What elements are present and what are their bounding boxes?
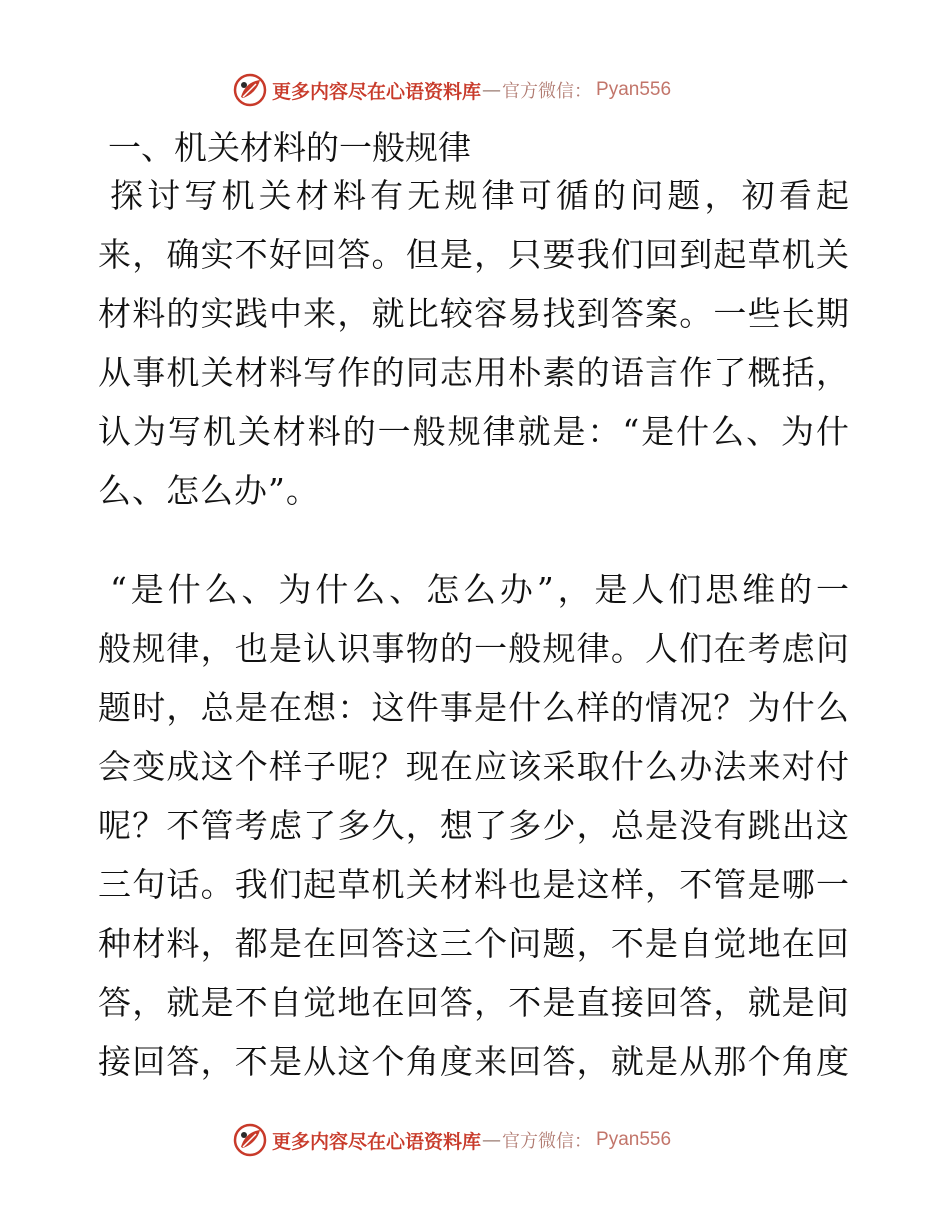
paragraph-line: 三句话。我们起草机关材料也是这样，不管是哪一 — [98, 865, 850, 904]
wechat-handle: Pyan556 — [596, 79, 672, 100]
paragraph-1 — [98, 166, 850, 520]
header-banner — [232, 70, 752, 110]
paragraph-line: 呢？不管考虑了多久，想了多少，总是没有跳出这 — [98, 806, 850, 845]
paragraph-line: 会变成这个样子呢？现在应该采取什么办法来对付 — [98, 747, 850, 786]
paragraph-2 — [98, 560, 850, 1091]
paragraph-line: 认为写机关材料的一般规律就是：“是什么、为什 — [98, 412, 850, 451]
wechat-handle: Pyan556 — [596, 1129, 672, 1150]
wechat-label: 官方微信： — [502, 81, 593, 102]
paragraph-line: 题时，总是在想：这件事是什么样的情况？为什么 — [98, 688, 850, 727]
banner-dash: — — [482, 1129, 502, 1151]
brand-text: 更多内容尽在心语资料库 — [272, 1130, 482, 1153]
paragraph-line: 接回答，不是从这个角度来回答，就是从那个角度 — [98, 1042, 850, 1081]
paragraph-line: 种材料，都是在回答这三个问题，不是自觉地在回 — [98, 924, 850, 963]
brand-text: 更多内容尽在心语资料库 — [272, 80, 482, 103]
footer-banner — [232, 1120, 752, 1160]
paragraph-line: 探讨写机关材料有无规律可循的问题，初看起 — [110, 176, 850, 215]
leaf-logo-icon — [232, 1122, 268, 1158]
paragraph-line: 么、怎么办”。 — [98, 471, 320, 510]
section-heading: 一、机关材料的一般规律 — [108, 128, 471, 167]
banner-dash: — — [482, 79, 502, 101]
wechat-label: 官方微信： — [502, 1131, 593, 1152]
paragraph-line: 来，确实不好回答。但是，只要我们回到起草机关 — [98, 235, 850, 274]
paragraph-line: 答，就是不自觉地在回答，不是直接回答，就是间 — [98, 983, 850, 1022]
paragraph-line: 材料的实践中来，就比较容易找到答案。一些长期 — [98, 294, 850, 333]
leaf-logo-icon — [232, 72, 268, 108]
paragraph-line: “是什么、为什么、怎么办”，是人们思维的一 — [110, 570, 850, 609]
paragraph-line: 从事机关材料写作的同志用朴素的语言作了概括， — [98, 353, 850, 392]
paragraph-line: 般规律，也是认识事物的一般规律。人们在考虑问 — [98, 629, 850, 668]
